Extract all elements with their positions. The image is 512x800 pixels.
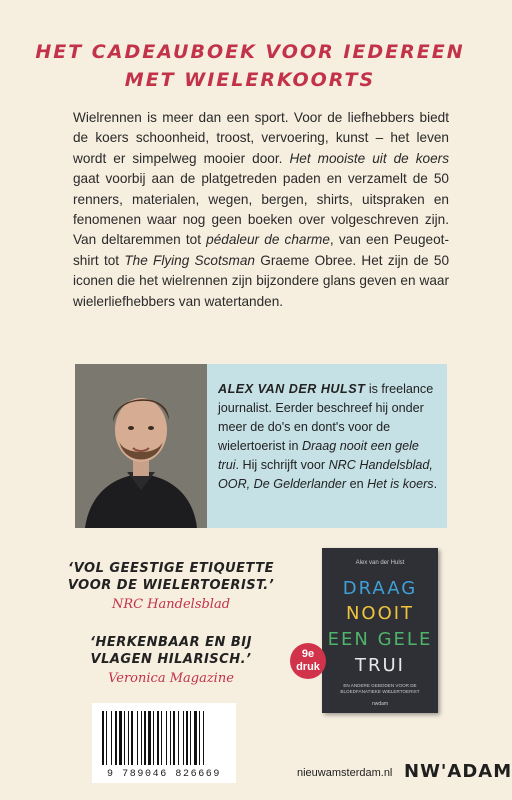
blurb-paragraph	[73, 108, 449, 312]
quote-2-source: Veronica Magazine	[108, 671, 234, 686]
blurb-italic-2: pédaleur de charme	[206, 232, 330, 248]
barcode-bar	[131, 711, 133, 765]
blurb-text-4: Graeme Obree. Het zijn de 50 iconen die het wielrennen zijn bijzondere glans geven en waar wielerliefhebbers van watertanden.	[73, 252, 450, 309]
book-title-line-3: EEN GELE	[327, 629, 433, 650]
barcode-bar	[137, 711, 138, 765]
barcode-bar	[144, 711, 146, 765]
edition-badge-label: druk	[296, 661, 320, 673]
headline-line-2: MET WIELERKOORTS	[124, 69, 376, 91]
barcode-bar	[148, 711, 151, 765]
bio-text-3: en	[349, 476, 364, 491]
author-photo-illustration	[75, 364, 207, 528]
barcode-bar	[111, 711, 112, 765]
barcode-bars	[100, 711, 228, 765]
barcode-bar	[170, 711, 171, 765]
book-publisher: nwdam	[371, 701, 389, 707]
barcode-bar	[119, 711, 122, 765]
publisher-website[interactable]: nieuwamsterdam.nl	[297, 767, 393, 779]
isbn-number: 9 789046 826669	[106, 769, 221, 780]
barcode-bar	[190, 711, 191, 765]
quote-2	[66, 634, 276, 686]
barcode-bar	[178, 711, 179, 765]
barcode-bar	[124, 711, 125, 765]
barcode-bar	[157, 711, 159, 765]
book-author: Alex van der Hulst	[355, 560, 405, 566]
blurb-book-title: Het mooiste uit de koers	[289, 150, 450, 166]
isbn-barcode	[92, 703, 236, 783]
barcode-bar	[102, 711, 104, 765]
barcode-bar	[161, 711, 162, 765]
barcode-bar	[173, 711, 175, 765]
quote-1-line-1: ‘VOL GEESTIGE ETIQUETTE	[68, 561, 274, 576]
blurb-italic-3: The Flying Scotsman	[124, 252, 255, 268]
barcode-bar	[203, 711, 204, 765]
quote-1	[66, 560, 276, 612]
bio-text-2: . Hij schrijft voor	[235, 457, 326, 472]
barcode-bar	[128, 711, 129, 765]
publisher-logo: NW'ADAM	[404, 761, 512, 782]
author-photo	[75, 364, 207, 528]
edition-badge	[290, 643, 326, 679]
bio-text-1: is freelance journalist. Eerder beschreef hij onder meer de do's en dont's voor de wielertoerist in	[218, 382, 434, 453]
book-title-line-2: NOOIT	[345, 603, 415, 624]
book-title-line-1: DRAAG	[342, 578, 418, 599]
bio-outlets: NRC Handelsblad, OOR, De Gelderlander	[218, 457, 433, 491]
book-cover-thumbnail	[322, 548, 438, 713]
edition-badge-number: 9e	[301, 648, 315, 660]
book-title-line-4: TRUI	[355, 655, 405, 676]
barcode-bar	[194, 711, 197, 765]
bio-book-title: Draag nooit een gele trui	[218, 438, 419, 472]
blurb-text-2: gaat voorbij aan de platgetreden paden en verzamelt de 50 renners, materialen, wegen, bergen, shirts, uitspraken en fenomenen waar nog geen boeken over volgeschreven zijn. Van deltaremmen tot	[73, 171, 449, 248]
author-bio-text	[218, 380, 438, 493]
quote-1-source: NRC Handelsblad	[111, 597, 231, 612]
blurb-text-3: , van een Peugeot-shirt tot	[73, 232, 449, 268]
barcode-bar	[115, 711, 117, 765]
author-bio-box	[75, 364, 447, 528]
barcode-bar	[199, 711, 200, 765]
barcode-bar	[106, 711, 107, 765]
barcode-bar	[183, 711, 184, 765]
barcode-bar	[166, 711, 167, 765]
barcode-bar	[186, 711, 188, 765]
quote-1-line-2: VOOR DE WIELERTOERIST.’	[67, 578, 275, 593]
quote-2-line-2: VLAGEN HILARISCH.’	[90, 652, 252, 667]
barcode-bar	[141, 711, 142, 765]
author-name: ALEX VAN DER HULST	[218, 382, 366, 396]
headline-line-1: HET CADEAUBOEK VOOR IEDEREEN	[35, 41, 465, 63]
book-subtitle: EN ANDERE GEBODEN VOOR DE BLOEDFANATIEKE WIELERTOERIST	[340, 683, 420, 694]
bio-text-4: .	[433, 476, 438, 491]
headline	[30, 38, 470, 94]
blurb-text-1: Wielrennen is meer dan een sport. Voor de liefhebbers biedt de koers schoonheid, troost, vervoering, kunst – het leven wordt er simpelweg mooier door.	[73, 110, 449, 166]
barcode-bar	[153, 711, 154, 765]
quote-2-line-1: ‘HERKENBAAR EN BIJ	[90, 635, 252, 650]
bio-outlet-last: Het is koers	[367, 476, 434, 491]
